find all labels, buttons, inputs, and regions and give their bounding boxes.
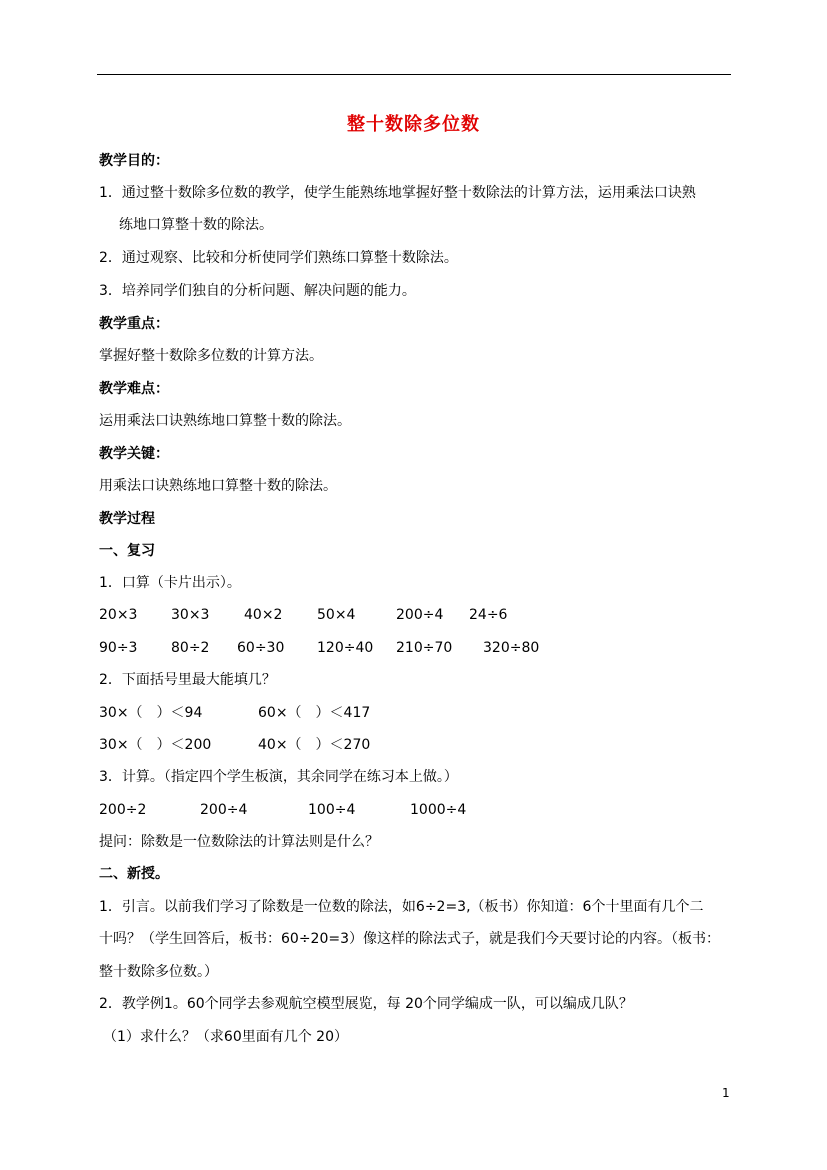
new-item-1b: 十吗？（学生回答后，板书：60÷20=3）像这样的除法式子，就是我们今天要讨论的内容。（板书： [99,931,720,947]
key-heading: 教学重点： [99,316,169,332]
crux-heading: 教学关键： [99,446,169,462]
calc-item: 24÷6 [469,607,508,623]
calc-row-2 [99,638,699,658]
header-rule [97,74,731,75]
new-item-1a: 1．引言。以前我们学习了除数是一位数的除法，如6÷2=3,（板书）你知道：6个十里面有几个二 [99,899,704,915]
fill-item: 40×（ ）＜270 [258,737,371,753]
calc-item: 40×2 [244,607,283,623]
fill-item: 30×（ ）＜94 [99,705,203,721]
compute-row [99,800,549,820]
process-heading: 教学过程 [99,511,155,527]
calc-item: 200÷4 [396,607,444,623]
review-item-1: 1．口算（卡片出示）。 [99,575,241,591]
hard-heading: 教学难点： [99,381,169,397]
goal-2: 2．通过观察、比较和分析使同学们熟练口算整十数除法。 [99,250,458,266]
fill-item: 60×（ ）＜417 [258,705,371,721]
calc-item: 120÷40 [317,640,374,656]
fill-item: 30×（ ）＜200 [99,737,212,753]
review-item-2: 2．下面括号里最大能填几？ [99,672,276,688]
calc-item: 210÷70 [396,640,453,656]
goal-1b: 练地口算整十数的除法。 [119,217,273,233]
compute-item: 1000÷4 [410,802,467,818]
calc-row-1 [99,605,699,625]
compute-item: 100÷4 [308,802,356,818]
goal-1a: 1．通过整十数除多位数的教学，使学生能熟练地掌握好整十数除法的计算方法，运用乘法口诀熟 [99,185,696,201]
review-item-3: 3．计算。（指定四个学生板演，其余同学在练习本上做。） [99,769,458,785]
calc-item: 50×4 [317,607,356,623]
review-heading: 一、复习 [99,543,155,559]
calc-item: 20×3 [99,607,138,623]
calc-item: 80÷2 [171,640,210,656]
fill-row-2 [99,735,499,755]
compute-item: 200÷2 [99,802,147,818]
key-text: 掌握好整十数除多位数的计算方法。 [99,348,323,364]
new-item-3: （1）求什么？（求60里面有几个 20） [103,1029,348,1045]
compute-item: 200÷4 [200,802,248,818]
question: 提问：除数是一位数除法的计算法则是什么？ [99,834,379,850]
new-item-1c: 整十数除多位数。） [99,964,218,980]
goal-3: 3．培养同学们独自的分析问题、解决问题的能力。 [99,283,416,299]
calc-item: 30×3 [171,607,210,623]
calc-item: 90÷3 [99,640,138,656]
calc-item: 60÷30 [237,640,285,656]
page-number: 1 [722,1086,730,1100]
new-heading: 二、新授。 [99,866,169,882]
calc-item: 320÷80 [483,640,540,656]
hard-text: 运用乘法口诀熟练地口算整十数的除法。 [99,413,351,429]
new-item-2: 2．教学例1。60个同学去参观航空模型展览，每 20个同学编成一队，可以编成几队？ [99,996,633,1012]
goal-heading: 教学目的： [99,153,169,169]
document-title: 整十数除多位数 [347,114,480,135]
crux-text: 用乘法口诀熟练地口算整十数的除法。 [99,478,337,494]
fill-row-1 [99,703,499,723]
